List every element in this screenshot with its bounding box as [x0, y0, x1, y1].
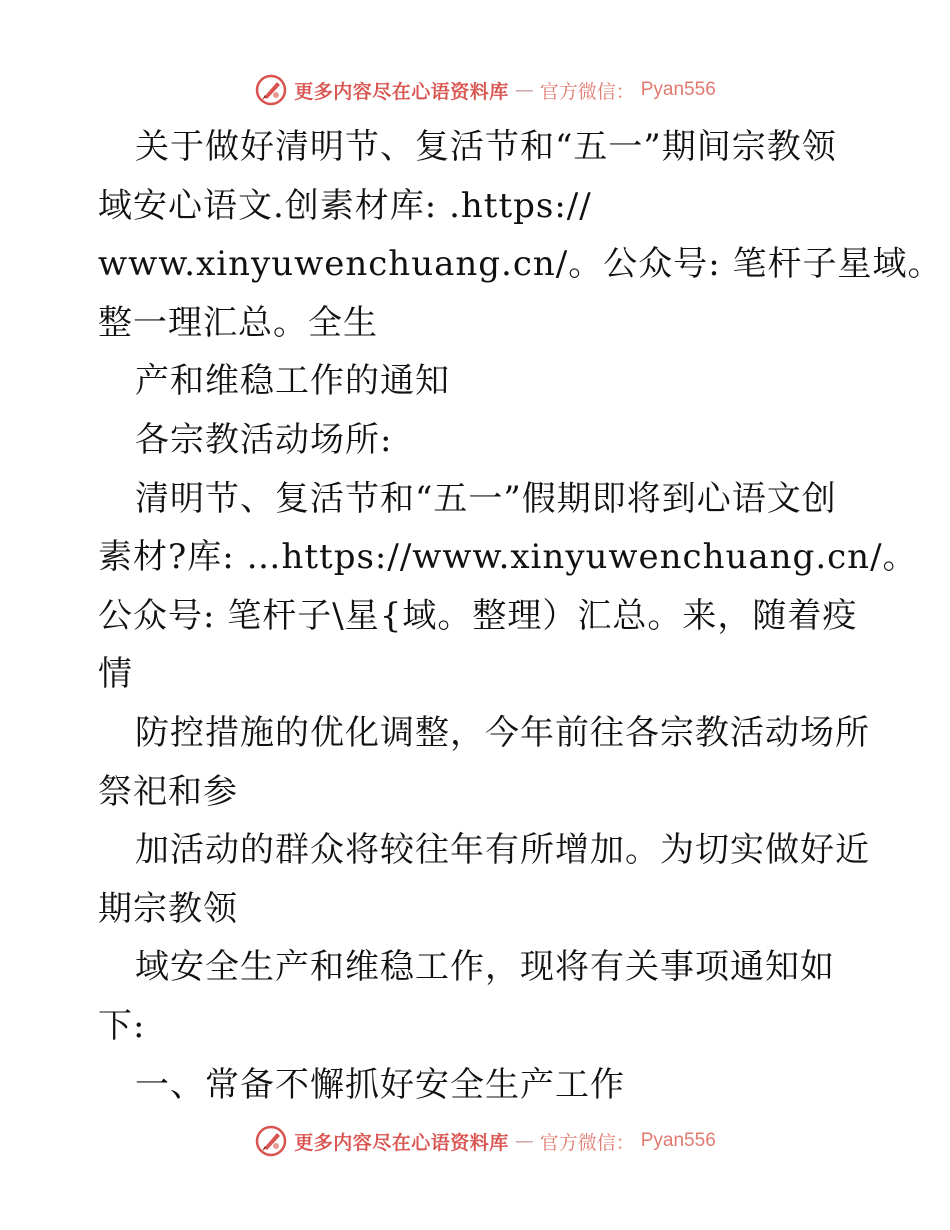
watermark-site-text: 更多内容尽在心语资料库: [294, 80, 509, 103]
watermark-wechat-label: 官方微信：: [539, 1131, 635, 1154]
salutation: 各宗教活动场所:: [135, 419, 393, 460]
watermark-banner-top: [0, 70, 950, 110]
watermark-banner-bottom: [0, 1121, 950, 1161]
paragraph-line-6: 祭祀和参: [98, 771, 238, 812]
paragraph-line-1: 清明节、复活节和“五一”假期即将到心语文创: [135, 478, 837, 519]
title-line-1: 关于做好清明节、复活节和“五一”期间宗教领: [135, 127, 837, 167]
quill-pen-logo-icon: [254, 1124, 288, 1158]
watermark-wechat-id: Pyan556: [640, 79, 716, 100]
paragraph-line-3: 公众号: 笔杆子\星{域。整理）汇总。来，随着疫: [98, 595, 858, 636]
title-line-2: 域安心语文.创素材库: .https://: [98, 185, 592, 226]
watermark-wechat-label: 官方微信：: [539, 80, 635, 103]
paragraph-line-4: 情: [98, 654, 133, 695]
paragraph-line-7: 加活动的群众将较往年有所增加。为切实做好近: [135, 830, 870, 871]
watermark-dash: —: [514, 1130, 534, 1152]
title-line-4: 整一理汇总。全生: [98, 302, 378, 343]
watermark-content: [254, 73, 716, 107]
paragraph-line-9: 域安全生产和维稳工作，现将有关事项通知如: [135, 947, 835, 988]
quill-pen-logo-icon: [254, 73, 288, 107]
section-heading-1: 一、常备不懈抓好安全生产工作: [135, 1064, 625, 1105]
document-body: [98, 118, 943, 1114]
watermark-content: [254, 1124, 716, 1158]
watermark-site-text: 更多内容尽在心语资料库: [294, 1131, 509, 1154]
title-line-5: 产和维稳工作的通知: [135, 361, 450, 402]
paragraph-line-8: 期宗教领: [98, 888, 238, 929]
paragraph-line-5: 防控措施的优化调整，今年前往各宗教活动场所: [135, 712, 870, 753]
paragraph-line-10: 下:: [98, 1005, 146, 1046]
title-line-3: www.xinyuwenchuang.cn/。公众号: 笔杆子星域。: [98, 244, 943, 285]
watermark-wechat-id: Pyan556: [640, 1130, 716, 1151]
paragraph-line-2: 素材?库: …https://www.xinyuwenchuang.cn/。: [98, 537, 918, 578]
watermark-dash: —: [514, 79, 534, 101]
